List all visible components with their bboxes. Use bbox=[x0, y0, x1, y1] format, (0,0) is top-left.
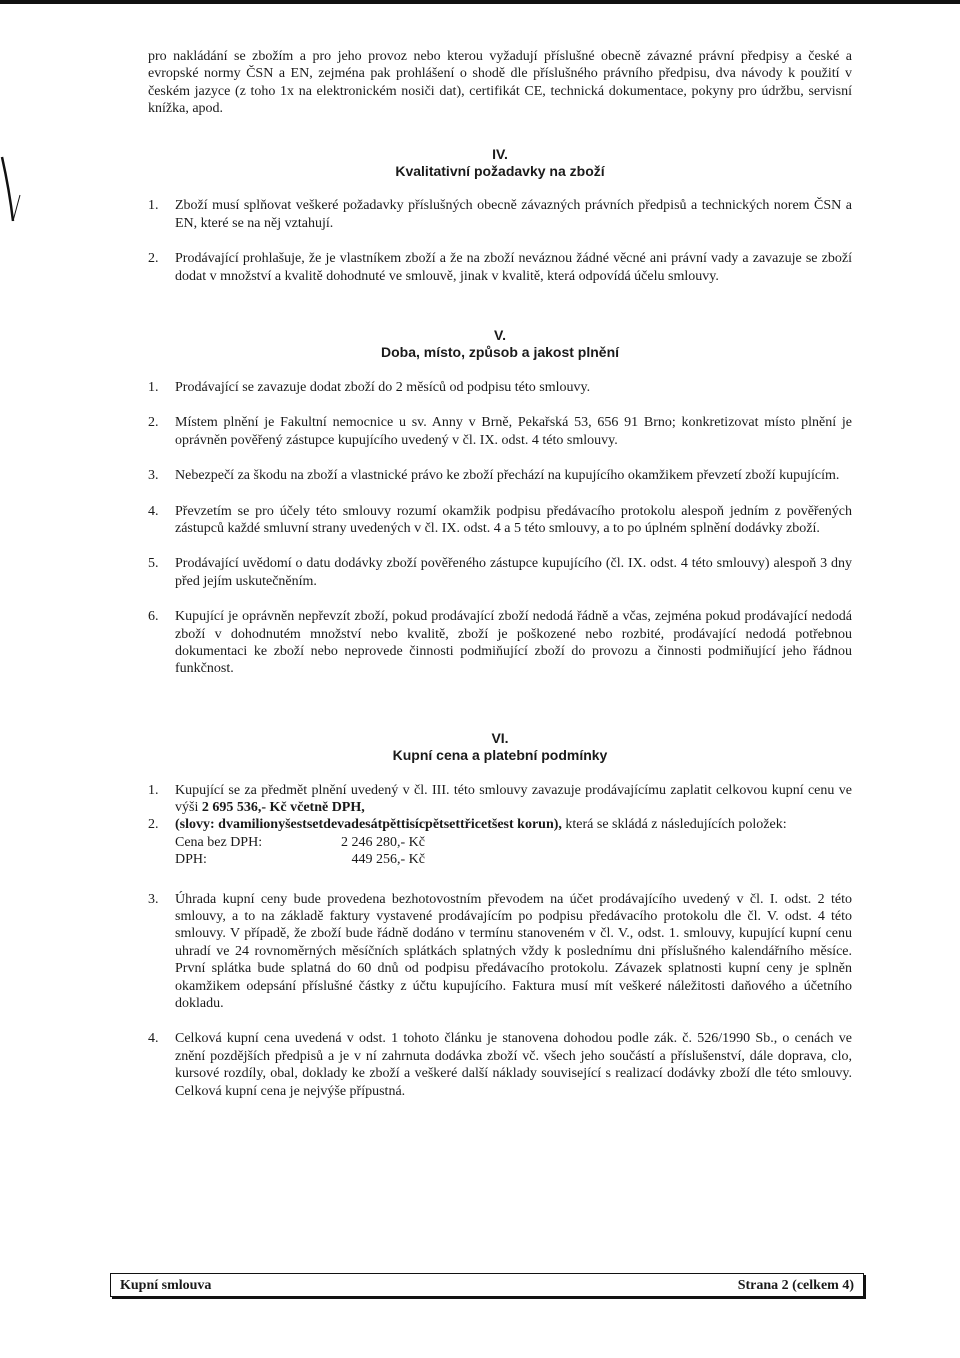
section-vi-item bbox=[148, 782, 852, 817]
intro-paragraph: pro nakládání se zbožím a pro jeho provoz nebo kterou vyžadují příslušné obecně závazné právní předpisy a české a evropské normy ČSN a EN, zejména pak prohlášení o shodě dle příslušného právního předpisu, dva návody k použití v českém jazyce (z toho 1x na elektronickém nosiči dat), certifikát CE, technická dokumentace, pokyny pro údržbu, servisní knížka, apod. bbox=[148, 49, 852, 117]
top-scan-edge bbox=[0, 0, 960, 4]
item-text: Převzetím se pro účely této smlouvy rozumí okamžik podpisu předávacího protokolu alespoň jedním z pověřených zástupců každé smluvní strany uvedených v čl. IX. odst. 4 a 5 této smlouvy, a to po úplném splnění dodávky zboží. bbox=[175, 503, 852, 536]
section-v-item bbox=[148, 503, 852, 538]
section-v-item bbox=[148, 555, 852, 590]
price-in-words: (slovy: dvamilionyšestsetdevadesátpěttisícpětsettřicetšest korun), bbox=[175, 817, 562, 833]
price-value: 449 256,- Kč bbox=[351, 852, 425, 868]
section-vi-item bbox=[148, 1030, 852, 1100]
item-number: 2. bbox=[148, 817, 159, 833]
item-text-plain: která se skládá z následujících položek: bbox=[561, 817, 787, 833]
item-text: Prodávající uvědomí o datu dodávky zboží pověřeného zástupce kupujícího (čl. IX. odst. 4 této smlouvy) alespoň 3 dny před jejím uskutečněním. bbox=[175, 556, 852, 589]
section-v-title: Doba, místo, způsob a jakost plnění bbox=[380, 344, 620, 361]
footer-page-number: Strana 2 (celkem 4) bbox=[737, 1278, 854, 1293]
item-text: Celková kupní cena uvedená v odst. 1 tohoto článku je stanovena dohodou podle zák. č. 526/1990 Sb., o cenách ve znění pozdějších předpisů a je v ní zahrnuta dodávka zboží vč. všech jeho součástí a příslušenství, dále doprava, clo, kursové rozdíly, obal, doklady ke zboží a veškeré další náklady související s realizací dodávky zboží dle této smlouvy. Celková kupní cena je nejvýše přípustná. bbox=[175, 1031, 852, 1099]
section-v-numeral: V. bbox=[494, 327, 506, 344]
item-text bbox=[175, 816, 852, 868]
item-number: 2. bbox=[148, 251, 159, 267]
item-number: 4. bbox=[148, 1031, 159, 1047]
price-value: 2 246 280,- Kč bbox=[341, 834, 425, 850]
section-iv-item bbox=[148, 250, 852, 285]
item-number: 1. bbox=[148, 379, 159, 395]
item-number: 3. bbox=[148, 468, 159, 484]
section-vi-title: Kupní cena a platební podmínky bbox=[392, 747, 608, 764]
section-iv-item bbox=[148, 197, 852, 232]
page-content bbox=[148, 48, 852, 1100]
section-v-item bbox=[148, 608, 852, 678]
price-label: Cena bez DPH: bbox=[175, 834, 263, 850]
item-number: 1. bbox=[148, 782, 159, 798]
item-number: 5. bbox=[148, 556, 159, 572]
item-text: Prodávající prohlašuje, že je vlastníkem zboží a že na zboží neváznou žádné věcné ani právní vady a zavazuje se zboží dodat v množství a kvalitě dohodnuté ve smlouvě, jinak v kvalitě, která odpovídá účelu smlouvy. bbox=[175, 251, 852, 284]
item-text: Nebezpečí za škodu na zboží a vlastnické právo ke zboží přechází na kupujícího okamžikem převzetí zboží kupujícím. bbox=[175, 468, 840, 484]
footer-document-title: Kupní smlouva bbox=[120, 1278, 212, 1293]
section-vi-item bbox=[148, 816, 852, 868]
price-label: DPH: bbox=[175, 852, 207, 868]
item-text bbox=[175, 782, 852, 817]
section-v-item bbox=[148, 467, 852, 484]
item-text: Prodávající se zavazuje dodat zboží do 2 měsíců od podpisu této smlouvy. bbox=[175, 379, 591, 395]
page-footer bbox=[110, 1273, 864, 1297]
section-v-item bbox=[148, 414, 852, 449]
item-number: 6. bbox=[148, 609, 159, 625]
item-text: Úhrada kupní ceny bude provedena bezhotovostním převodem na účet prodávajícího uvedený v čl. I. odst. 2 této smlouvy, a to na základě faktury vystavené prodávajícím po podpisu předávacího protokolu dle čl. V. odst. 4 této smlouvy. V případě, že zboží bude řádně dodáno v termínu stanoveném v čl. V., odst. 1. smlouvy, kupující kupní cenu uhradí ve 24 rovnoměrných měsíčních splátkách splatných vždy k poslednímu dni příslušného kalendářního měsíce. První splátka bude splatná do 60 dnů od podpisu předávacího protokolu. Závazek splatnosti kupní ceny je splněn okamžikem odepsání příslušné částky z účtu kupujícího. Faktura musí mít veškeré náležitosti daňového a účetního dokladu. bbox=[175, 891, 852, 1012]
section-vi-numeral: VI. bbox=[491, 729, 509, 746]
item-number: 1. bbox=[148, 198, 159, 214]
margin-pen-mark bbox=[0, 155, 24, 225]
item-number: 2. bbox=[148, 415, 159, 431]
item-number: 4. bbox=[148, 503, 159, 519]
section-iv-numeral: IV. bbox=[492, 145, 508, 162]
price-row bbox=[175, 834, 852, 851]
item-text: Kupující je oprávněn nepřevzít zboží, pokud prodávající zboží nedodá řádně a včas, zejména pokud prodávající nedodá zboží v dohodnutém množství nebo kvalitě, zboží je poškozené nebo rozbité, prodávající nedodá potřebnou dokumentaci ke zboží nebo neprovede činnosti podmiňující zboží do provozu a činnosti podmiňující jeho řádnou funkčnost. bbox=[175, 609, 852, 677]
item-text: Zboží musí splňovat veškeré požadavky příslušných obecně závazných právních předpisů a technických norem ČSN a EN, které se na něj vztahují. bbox=[175, 198, 852, 231]
section-iv-title: Kvalitativní požadavky na zboží bbox=[395, 163, 605, 180]
item-text: Místem plnění je Fakultní nemocnice u sv. Anny v Brně, Pekařská 53, 656 91 Brno; konkretizovat místo plnění je oprávněn pověřený zástupce kupujícího uvedený v čl. IX. odst. 4 této smlouvy. bbox=[175, 415, 852, 448]
section-v-item bbox=[148, 379, 852, 396]
total-price-amount: 2 695 536,- Kč včetně DPH, bbox=[201, 799, 365, 815]
price-row bbox=[175, 851, 852, 868]
section-vi-item bbox=[148, 891, 852, 1013]
item-number: 3. bbox=[148, 891, 159, 907]
item-text-plain: Kupující se za předmět plnění uvedený v čl. III. této smlouvy zavazuje prodávajícímu zaplatit celkovou kupní cenu ve výši bbox=[175, 782, 852, 815]
